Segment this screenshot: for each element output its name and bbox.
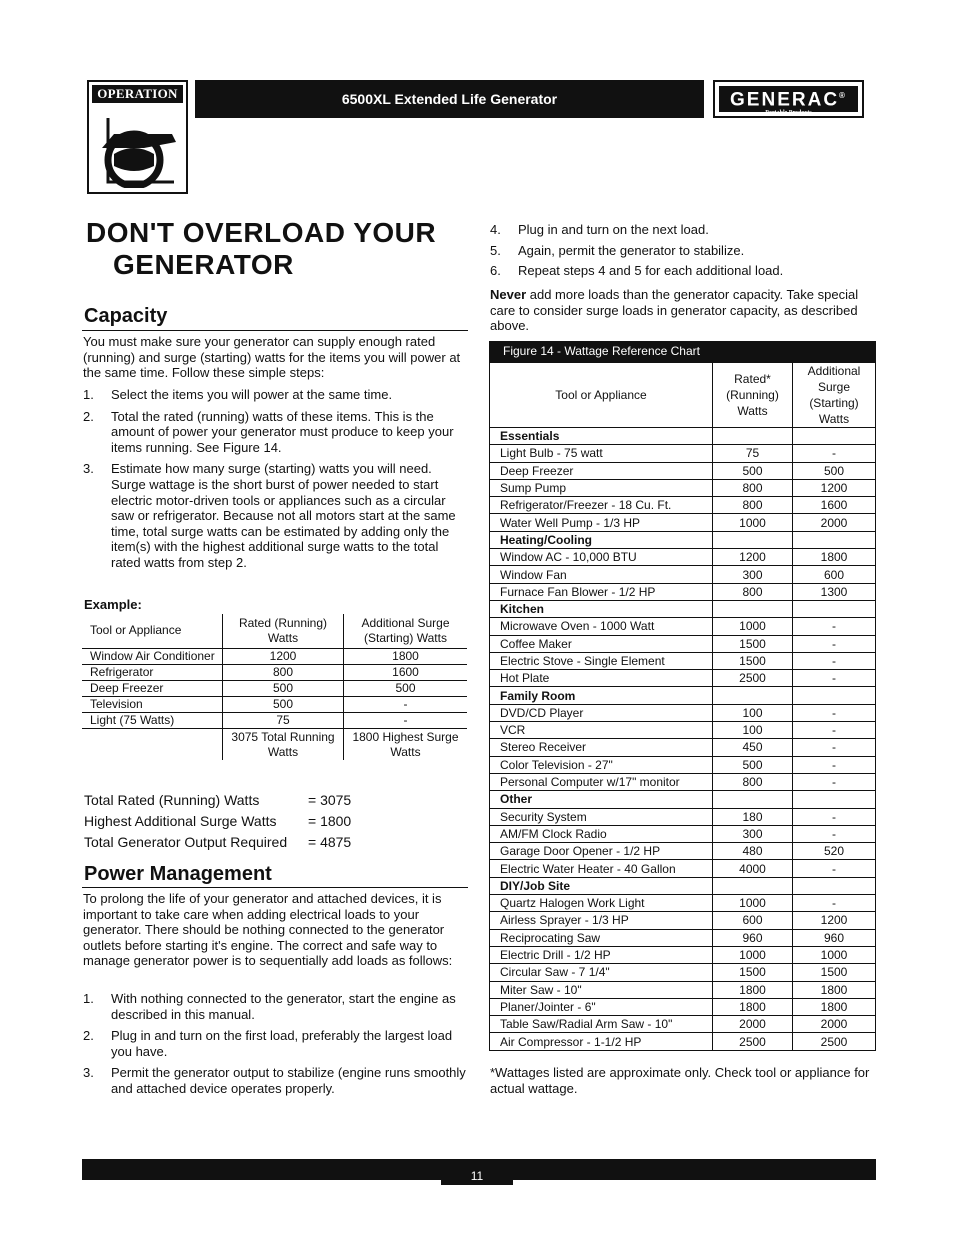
wattage-item: Miter Saw - 10" <box>490 981 713 998</box>
wattage-surge: - <box>793 445 876 462</box>
example-rated: 75 <box>223 712 344 728</box>
continued-steps <box>490 222 875 284</box>
wattage-rated: 1800 <box>713 998 793 1015</box>
wattage-rated: 600 <box>713 912 793 929</box>
wattage-surge: 1000 <box>793 946 876 963</box>
wattage-row <box>490 981 876 998</box>
wattage-row <box>490 670 876 687</box>
wattage-rated: 300 <box>713 566 793 583</box>
wattage-rated <box>713 687 793 704</box>
wattage-rated: 800 <box>713 479 793 496</box>
wattage-surge: 2500 <box>793 1033 876 1050</box>
example-row <box>82 696 467 712</box>
wattage-rated: 500 <box>713 756 793 773</box>
power-management-rule <box>82 887 468 888</box>
wattage-rated <box>713 428 793 445</box>
wattage-row <box>490 445 876 462</box>
never-note <box>490 287 875 334</box>
wattage-item: VCR <box>490 722 713 739</box>
continued-step-number: 6. <box>490 263 501 279</box>
wattage-surge <box>793 600 876 617</box>
wattage-surge: 2000 <box>793 1016 876 1033</box>
wattage-item: Reciprocating Saw <box>490 929 713 946</box>
wattage-row <box>490 652 876 669</box>
example-surge: - <box>344 712 468 728</box>
wattage-row <box>490 808 876 825</box>
wattage-surge: 960 <box>793 929 876 946</box>
section-label: OPERATION <box>92 85 183 103</box>
wattage-header-tool: Tool or Appliance <box>490 363 713 428</box>
power-management-step <box>83 1065 468 1096</box>
wattage-row <box>490 514 876 531</box>
wattage-surge: 1200 <box>793 912 876 929</box>
totals-summary <box>84 790 351 853</box>
wattage-row <box>490 479 876 496</box>
wattage-rated: 450 <box>713 739 793 756</box>
wattage-row <box>490 583 876 600</box>
logo-text: GENERAC <box>730 89 840 111</box>
wattage-item: Planer/Jointer - 6" <box>490 998 713 1015</box>
continued-step-text: Plug in and turn on the next load. <box>518 222 709 237</box>
wattage-row <box>490 929 876 946</box>
example-row <box>82 648 467 664</box>
wattage-surge: - <box>793 739 876 756</box>
wattage-surge: 1200 <box>793 479 876 496</box>
wattage-row <box>490 912 876 929</box>
power-management-step <box>83 1028 468 1059</box>
power-management-step-text: Permit the generator output to stabilize (engine runs smoothly and attached device operates properly. <box>111 1065 466 1096</box>
logo-mark: ® <box>839 91 847 100</box>
example-rated: 800 <box>223 664 344 680</box>
wattage-item: Garage Door Opener - 1/2 HP <box>490 843 713 860</box>
example-label: Example: <box>84 597 142 612</box>
example-row <box>82 680 467 696</box>
wattage-row <box>490 998 876 1015</box>
capacity-step-number: 2. <box>83 408 94 424</box>
never-note-bold: Never <box>490 287 527 302</box>
totals-row <box>84 811 351 832</box>
capacity-step <box>83 409 468 456</box>
continued-step <box>490 222 875 238</box>
wattage-chart-header-row <box>490 363 876 428</box>
wattage-rated: 960 <box>713 929 793 946</box>
wattage-category-row <box>490 877 876 894</box>
wattage-rated: 1000 <box>713 514 793 531</box>
totals-row <box>84 832 351 853</box>
wattage-item: Electric Stove - Single Element <box>490 652 713 669</box>
wattage-item: Microwave Oven - 1000 Watt <box>490 618 713 635</box>
wattage-row <box>490 739 876 756</box>
wattage-chart-table <box>489 362 876 1051</box>
capacity-step-text: Total the rated (running) watts of these items. This is the amount of power your generator must produce to keep your items running. See Figure 14. <box>111 408 454 455</box>
example-rated: 500 <box>223 696 344 712</box>
continued-step-number: 4. <box>490 222 501 237</box>
wattage-item: Sump Pump <box>490 479 713 496</box>
wattage-category-row <box>490 791 876 808</box>
wattage-row <box>490 704 876 721</box>
page-title-line2: GENERATOR <box>113 249 294 280</box>
wattage-surge: 1800 <box>793 998 876 1015</box>
example-rows <box>82 648 467 728</box>
wattage-surge: - <box>793 704 876 721</box>
capacity-step-number: 3. <box>83 461 94 477</box>
wattage-chart-title: Figure 14 - Wattage Reference Chart <box>489 341 876 362</box>
wattage-rated: 800 <box>713 497 793 514</box>
wattage-item: Personal Computer w/17" monitor <box>490 773 713 790</box>
wattage-surge: 1600 <box>793 497 876 514</box>
wattage-row <box>490 618 876 635</box>
example-tool: Television <box>82 696 223 712</box>
wattage-item: Hot Plate <box>490 670 713 687</box>
wattage-item: Other <box>490 791 713 808</box>
wattage-row <box>490 566 876 583</box>
continued-step-text: Again, permit the generator to stabilize. <box>518 242 745 258</box>
wattage-item: Stereo Receiver <box>490 739 713 756</box>
wattage-surge: - <box>793 895 876 912</box>
example-surge: 1600 <box>344 664 468 680</box>
example-total-surge: 1800 Highest Surge Watts <box>344 728 468 760</box>
power-management-heading: Power Management <box>84 863 272 885</box>
wattage-rated: 100 <box>713 722 793 739</box>
wattage-rated: 2500 <box>713 1033 793 1050</box>
capacity-heading: Capacity <box>84 305 168 327</box>
wattage-rated: 1000 <box>713 618 793 635</box>
wattage-surge: - <box>793 808 876 825</box>
totals-label: Highest Additional Surge Watts <box>84 813 277 829</box>
wattage-row <box>490 462 876 479</box>
wattage-surge: 1500 <box>793 964 876 981</box>
wattage-rated <box>713 791 793 808</box>
wattage-item: Electric Water Heater - 40 Gallon <box>490 860 713 877</box>
continued-step-number: 5. <box>490 242 501 258</box>
wattage-rated <box>713 531 793 548</box>
power-management-step-number: 1. <box>83 991 94 1006</box>
wattage-category-row <box>490 600 876 617</box>
totals-value: = 3075 <box>308 792 352 808</box>
capacity-rule <box>82 330 468 331</box>
wattage-rated: 500 <box>713 462 793 479</box>
example-tool: Deep Freezer <box>82 680 223 696</box>
wattage-category-row <box>490 531 876 548</box>
wattage-rated: 100 <box>713 704 793 721</box>
wattage-surge: - <box>793 635 876 652</box>
wattage-surge <box>793 877 876 894</box>
wattage-header-rated: Rated* (Running) Watts <box>713 363 793 428</box>
wattage-row <box>490 860 876 877</box>
wattage-item: Furnace Fan Blower - 1/2 HP <box>490 583 713 600</box>
wattage-surge: 2000 <box>793 514 876 531</box>
wattage-surge <box>793 687 876 704</box>
power-management-steps <box>83 991 468 1103</box>
wattage-surge: - <box>793 652 876 669</box>
wattage-item: AM/FM Clock Radio <box>490 825 713 842</box>
example-rated: 500 <box>223 680 344 696</box>
wattage-item: Quartz Halogen Work Light <box>490 895 713 912</box>
continued-step <box>490 263 875 279</box>
wattage-rated: 2000 <box>713 1016 793 1033</box>
section-badge <box>87 80 188 194</box>
power-management-step-number: 3. <box>83 1065 94 1081</box>
wattage-item: Coffee Maker <box>490 635 713 652</box>
wattage-item: Electric Drill - 1/2 HP <box>490 946 713 963</box>
wattage-surge: - <box>793 722 876 739</box>
wattage-rated <box>713 600 793 617</box>
capacity-step-number: 1. <box>83 387 94 402</box>
power-management-step-text: With nothing connected to the generator, start the engine as described in this manual. <box>111 991 456 1022</box>
capacity-step <box>83 461 468 570</box>
wattage-row <box>490 895 876 912</box>
wattage-rated: 1500 <box>713 964 793 981</box>
wattage-item: Window AC - 10,000 BTU <box>490 549 713 566</box>
capacity-step-text: Select the items you will power at the same time. <box>111 387 393 402</box>
wattage-item: Security System <box>490 808 713 825</box>
wattage-row <box>490 635 876 652</box>
wattage-item: Water Well Pump - 1/3 HP <box>490 514 713 531</box>
wattage-row <box>490 1033 876 1050</box>
wattage-rated: 480 <box>713 843 793 860</box>
example-header-tool: Tool or Appliance <box>90 623 182 638</box>
wattage-item: Air Compressor - 1-1/2 HP <box>490 1033 713 1050</box>
wattage-rated: 2500 <box>713 670 793 687</box>
example-tool: Window Air Conditioner <box>82 648 223 664</box>
wattage-item: DIY/Job Site <box>490 877 713 894</box>
product-title: 6500XL Extended Life Generator <box>195 80 704 118</box>
wattage-row <box>490 946 876 963</box>
wattage-rated: 1000 <box>713 895 793 912</box>
wattage-row <box>490 964 876 981</box>
wattage-item: Color Television - 27" <box>490 756 713 773</box>
wattage-rated: 1200 <box>713 549 793 566</box>
power-management-step-number: 2. <box>83 1028 94 1044</box>
continued-step <box>490 243 875 259</box>
wattage-row <box>490 549 876 566</box>
power-management-step-text: Plug in and turn on the first load, preferably the largest load you have. <box>111 1028 453 1059</box>
wattage-footnote: *Wattages listed are approximate only. Check tool or appliance for actual wattage. <box>490 1065 870 1096</box>
page-title <box>86 217 476 281</box>
wattage-surge: 600 <box>793 566 876 583</box>
wattage-surge: 520 <box>793 843 876 860</box>
wattage-item: Deep Freezer <box>490 462 713 479</box>
wattage-rated: 1800 <box>713 981 793 998</box>
totals-label: Total Rated (Running) Watts <box>84 792 260 808</box>
wattage-item: Light Bulb - 75 watt <box>490 445 713 462</box>
wattage-row <box>490 843 876 860</box>
wattage-rated: 180 <box>713 808 793 825</box>
wattage-surge: 1800 <box>793 549 876 566</box>
wattage-item: Circular Saw - 7 1/4" <box>490 964 713 981</box>
wattage-surge: 1800 <box>793 981 876 998</box>
example-surge: - <box>344 696 468 712</box>
wattage-rated: 300 <box>713 825 793 842</box>
wattage-row <box>490 1016 876 1033</box>
example-tool: Refrigerator <box>82 664 223 680</box>
totals-row <box>84 790 351 811</box>
wattage-header-surge: Additional Surge (Starting) Watts <box>793 363 876 428</box>
wattage-rated: 4000 <box>713 860 793 877</box>
page-title-line1: DON'T OVERLOAD YOUR <box>86 217 437 248</box>
example-row <box>82 664 467 680</box>
example-table <box>82 614 467 760</box>
wattage-row <box>490 773 876 790</box>
example-header-surge: Additional Surge (Starting) Watts <box>344 614 468 648</box>
example-surge: 500 <box>344 680 468 696</box>
operation-icon <box>94 108 181 188</box>
capacity-step <box>83 387 468 403</box>
wattage-surge <box>793 791 876 808</box>
wattage-item: Heating/Cooling <box>490 531 713 548</box>
wattage-row <box>490 756 876 773</box>
wattage-category-row <box>490 428 876 445</box>
continued-step-text: Repeat steps 4 and 5 for each additional load. <box>518 263 784 279</box>
wattage-surge: - <box>793 670 876 687</box>
power-management-intro: To prolong the life of your generator and attached devices, it is important to take care when adding electrical loads to your generator. There should be nothing connected to the generator outlets before starting it's engine. The correct and safe way to manage generator power is to sequentially add loads as follows: <box>83 891 453 969</box>
totals-value: = 4875 <box>308 834 352 850</box>
wattage-rated: 800 <box>713 773 793 790</box>
wattage-row <box>490 825 876 842</box>
wattage-surge <box>793 531 876 548</box>
wattage-surge: - <box>793 756 876 773</box>
wattage-rated: 75 <box>713 445 793 462</box>
wattage-row <box>490 497 876 514</box>
example-total-running: 3075 Total Running Watts <box>223 728 344 760</box>
wattage-item: Family Room <box>490 687 713 704</box>
wattage-rated <box>713 877 793 894</box>
wattage-row <box>490 722 876 739</box>
capacity-steps <box>83 387 468 577</box>
wattage-item: DVD/CD Player <box>490 704 713 721</box>
wattage-item: Airless Sprayer - 1/3 HP <box>490 912 713 929</box>
wattage-item: Kitchen <box>490 600 713 617</box>
wattage-rated: 1500 <box>713 635 793 652</box>
wattage-surge: - <box>793 618 876 635</box>
wattage-surge: - <box>793 773 876 790</box>
wattage-rated: 1000 <box>713 946 793 963</box>
wattage-surge: 1300 <box>793 583 876 600</box>
wattage-surge: - <box>793 825 876 842</box>
totals-label: Total Generator Output Required <box>84 834 288 850</box>
wattage-category-row <box>490 687 876 704</box>
example-header-rated: Rated (Running) Watts <box>223 614 344 648</box>
page-number: 11 <box>441 1159 513 1185</box>
wattage-item: Table Saw/Radial Arm Saw - 10" <box>490 1016 713 1033</box>
example-surge: 1800 <box>344 648 468 664</box>
totals-value: = 1800 <box>308 813 352 829</box>
brand-logo <box>713 80 864 118</box>
example-row <box>82 712 467 728</box>
logo-subtitle: Portable Products <box>765 110 812 117</box>
wattage-item: Refrigerator/Freezer - 18 Cu. Ft. <box>490 497 713 514</box>
wattage-surge: 500 <box>793 462 876 479</box>
power-management-step <box>83 991 468 1022</box>
wattage-rated: 1500 <box>713 652 793 669</box>
example-tool: Light (75 Watts) <box>82 712 223 728</box>
never-note-text: add more loads than the generator capacity. Take special care to consider surge loads in generator capacity, as described above. <box>490 287 859 334</box>
example-rated: 1200 <box>223 648 344 664</box>
wattage-item: Window Fan <box>490 566 713 583</box>
wattage-item: Essentials <box>490 428 713 445</box>
wattage-rated: 800 <box>713 583 793 600</box>
wattage-surge <box>793 428 876 445</box>
capacity-step-text: Estimate how many surge (starting) watts you will need. Surge wattage is the short burst of power needed to start electric motor-driven tools or appliances such as a circular saw or refrigerator. Because not all motors start at the same time, total surge watts can be estimated by adding only the item(s) with the highest additional surge watts to the total rated watts from step 2. <box>111 461 456 570</box>
capacity-intro: You must make sure your generator can supply enough rated (running) and surge (starting) watts for the items you will power at the same time. Follow these simple steps: <box>83 334 461 381</box>
wattage-surge: - <box>793 860 876 877</box>
